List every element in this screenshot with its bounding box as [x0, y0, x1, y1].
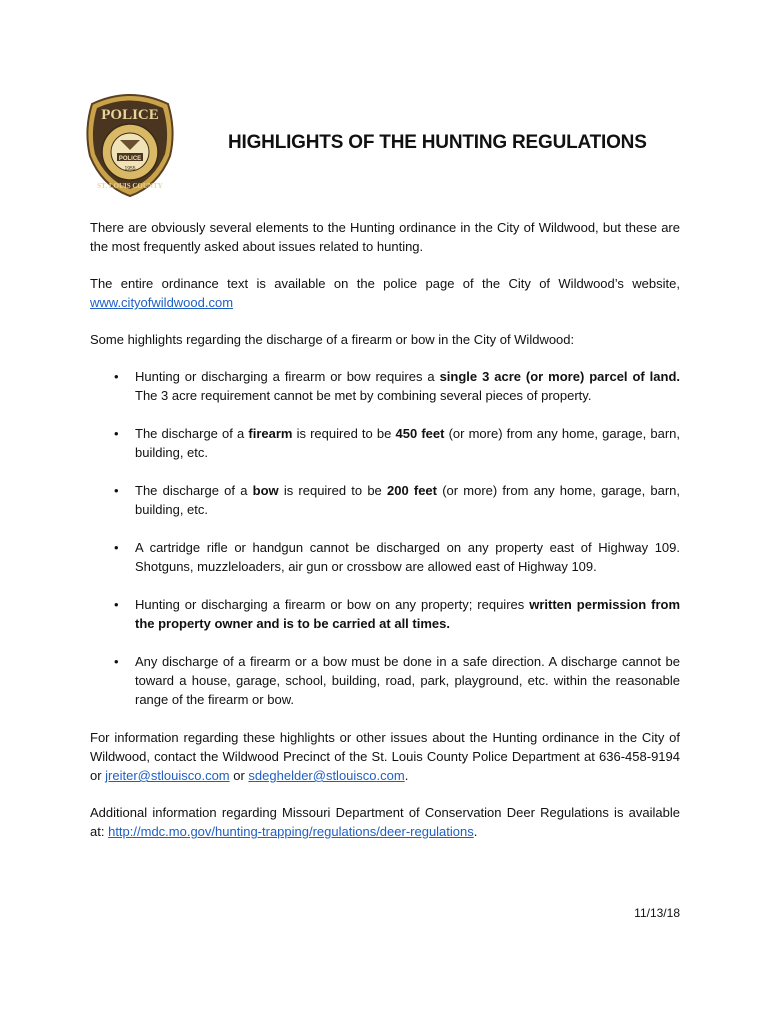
wildwood-website-link[interactable]: www.cityofwildwood.com [90, 295, 234, 310]
bullet-icon: • [114, 540, 119, 555]
svg-text:POLICE: POLICE [101, 107, 159, 123]
intro-paragraph: There are obviously several elements to the Hunting ordinance in the City of Wildwood, but these are the most frequently asked about issues related to hunting. [90, 220, 680, 254]
list-item: • Hunting or discharging a firearm or bow requires a single 3 acre (or more) parcel of land. The 3 acre requirement cannot be met by combining several pieces of property. [114, 369, 681, 403]
bullet-icon: • [114, 426, 119, 441]
list-item: • The discharge of a firearm is required to be 450 feet (or more) from any home, garage, barn, building, etc. [114, 426, 681, 460]
contact-paragraph: For information regarding these highlights or other issues about the Hunting ordinance in the City of Wildwood, contact the Wildwood Precinct of the St. Louis County Police Department at 636-458-9194 or jreiter@stlouisco.com or sdeghelder@stlouisco.com. [90, 730, 680, 783]
document-date: 11/13/18 [634, 906, 680, 920]
svg-text:POLICE: POLICE [118, 156, 142, 162]
svg-text:1955: 1955 [124, 166, 136, 172]
list-item: • A cartridge rifle or handgun cannot be discharged on any property east of Highway 109. Shotguns, muzzleloaders, air gun or crossbow are allowed east of Highway 109. [114, 540, 680, 574]
email-link-jreiter[interactable]: jreiter@stlouisco.com [105, 768, 230, 783]
police-badge-logo [84, 90, 176, 198]
bullet-icon: • [114, 597, 119, 612]
highlights-list [90, 367, 680, 709]
bullet-icon: • [114, 483, 119, 498]
document-body [90, 218, 680, 841]
bullet-icon: • [114, 369, 119, 384]
highlights-intro: Some highlights regarding the discharge of a firearm or bow in the City of Wildwood: [90, 332, 575, 347]
mdc-paragraph: Additional information regarding Missouri Department of Conservation Deer Regulations is available at: http://mdc.mo.gov/hunting-trapping/regulations/deer-regulations. [90, 805, 680, 839]
list-item: • Any discharge of a firearm or a bow must be done in a safe direction. A discharge cannot be toward a house, garage, school, building, road, park, playground, etc. within the reasonable range of the firearm or bow. [114, 654, 680, 707]
svg-text:ST. LOUIS COUNTY: ST. LOUIS COUNTY [97, 182, 163, 190]
bullet-icon: • [114, 654, 119, 669]
list-item: • The discharge of a bow is required to be 200 feet (or more) from any home, garage, barn, building, etc. [114, 483, 681, 517]
ordinance-text: The entire ordinance text is available on the police page of the City of Wildwood’s website, [90, 276, 680, 291]
list-item: • Hunting or discharging a firearm or bow on any property; requires written permission from the property owner and is to be carried at all times. [114, 597, 680, 631]
page-title: HIGHLIGHTS OF THE HUNTING REGULATIONS [228, 132, 647, 153]
email-link-sdeghelder[interactable]: sdeghelder@stlouisco.com [248, 768, 405, 783]
ordinance-paragraph [90, 274, 680, 312]
deer-regulations-link[interactable]: http://mdc.mo.gov/hunting-trapping/regulations/deer-regulations [108, 824, 474, 839]
